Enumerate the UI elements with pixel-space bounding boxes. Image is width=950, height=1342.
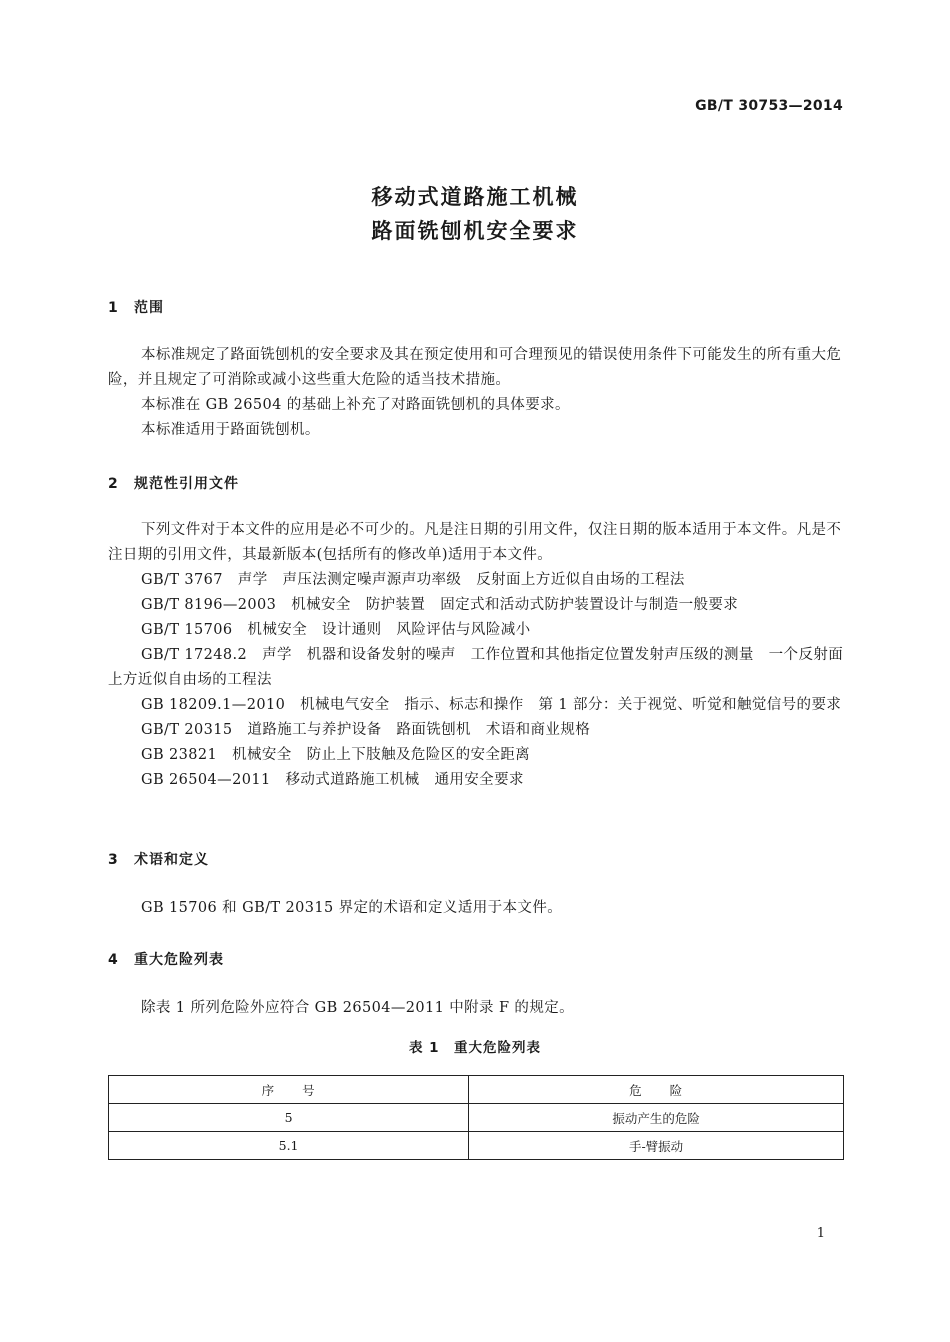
paragraph: GB 15706 和 GB/T 20315 界定的术语和定义适用于本文件。	[141, 900, 563, 916]
hazard-table	[108, 1075, 844, 1160]
reference-item: GB/T 15706 机械安全 设计通则 风险评估与风险减小	[141, 622, 531, 638]
section-heading-terms	[108, 849, 209, 869]
document-title-line1: 移动式道路施工机械	[371, 185, 579, 209]
reference-item: GB/T 8196—2003 机械安全 防护装置 固定式和活动式防护装置设计与制造一般要求	[141, 597, 739, 613]
table-cell: 振动产生的危险	[469, 1104, 844, 1132]
column-header-number: 序 号	[109, 1076, 469, 1104]
section-title: 规范性引用文件	[134, 476, 239, 492]
section-heading-normative-references	[108, 473, 239, 493]
reference-item: GB/T 17248.2 声学 机器和设备发射的噪声 工作位置和其他指定位置发射声压级的测量 一个反射面上方近似自由场的工程法	[108, 647, 844, 688]
paragraph: 本标准规定了路面铣刨机的安全要求及其在预定使用和可合理预见的错误使用条件下可能发生的所有重大危险，并且规定了可消除或减小这些重大危险的适当技术措施。	[108, 347, 842, 388]
section-number: 1	[108, 300, 119, 316]
section-number: 2	[108, 476, 119, 492]
section-number: 3	[108, 852, 119, 868]
section-body-terms	[108, 896, 844, 921]
section-title: 重大危险列表	[134, 952, 224, 968]
page-number: 1	[816, 1226, 825, 1241]
section-heading-hazards	[108, 949, 224, 969]
reference-item: GB/T 3767 声学 声压法测定噪声源声功率级 反射面上方近似自由场的工程法	[141, 572, 685, 588]
column-header-hazard: 危 险	[469, 1076, 844, 1104]
section-heading-scope	[108, 297, 164, 317]
reference-item: GB 18209.1—2010 机械电气安全 指示、标志和操作 第 1 部分：关于视觉、听觉和触觉信号的要求	[141, 697, 842, 713]
section-title: 范围	[134, 300, 164, 316]
section-title: 术语和定义	[134, 852, 209, 868]
table-row	[109, 1104, 844, 1132]
paragraph: 本标准在 GB 26504 的基础上补充了对路面铣刨机的具体要求。	[141, 397, 570, 413]
reference-item: GB 23821 机械安全 防止上下肢触及危险区的安全距离	[141, 747, 531, 763]
section-body-scope	[108, 343, 844, 443]
reference-item: GB/T 20315 道路施工与养护设备 路面铣刨机 术语和商业规格	[141, 722, 591, 738]
section-number: 4	[108, 952, 119, 968]
table-row	[109, 1132, 844, 1160]
section-body-hazards	[108, 996, 844, 1021]
table-header-row	[109, 1076, 844, 1104]
document-title-line2: 路面铣刨机安全要求	[371, 219, 579, 243]
paragraph: 本标准适用于路面铣刨机。	[141, 422, 320, 438]
paragraph: 下列文件对于本文件的应用是必不可少的。凡是注日期的引用文件，仅注日期的版本适用于本文件。凡是不注日期的引用文件，其最新版本(包括所有的修改单)适用于本文件。	[108, 522, 842, 563]
table-cell: 5	[109, 1104, 469, 1132]
paragraph: 除表 1 所列危险外应符合 GB 26504—2011 中附录 F 的规定。	[141, 1000, 575, 1016]
standard-code: GB/T 30753—2014	[695, 98, 843, 114]
table-cell: 5.1	[109, 1132, 469, 1160]
table-caption: 表 1 重大危险列表	[408, 1040, 542, 1056]
table-cell: 手-臂振动	[469, 1132, 844, 1160]
reference-item: GB 26504—2011 移动式道路施工机械 通用安全要求	[141, 772, 524, 788]
section-body-normative-references	[108, 518, 844, 793]
